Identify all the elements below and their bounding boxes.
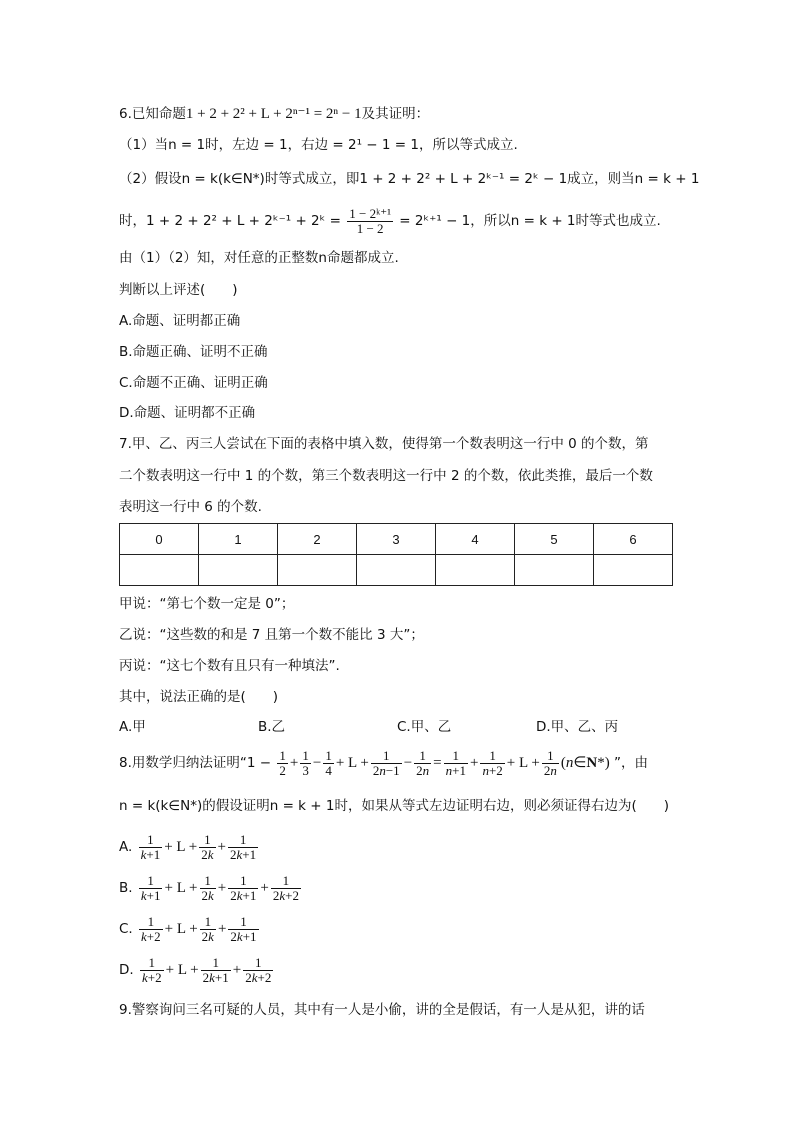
q7-line3: 表明这一行中 6 的个数. <box>119 499 262 515</box>
q6-stem <box>119 104 429 124</box>
fraction: $\frac{1}{2n}$ <box>543 747 557 778</box>
table-header-cell: 6 <box>594 524 673 555</box>
table-cell <box>120 555 199 586</box>
q7-ask: 其中，说法正确的是( ) <box>119 689 279 705</box>
q8-prefix: 8.用数学归纳法证明“1 − <box>119 755 272 771</box>
table-header-cell: 1 <box>199 524 278 555</box>
q6-option-a: A.命题、证明都正确 <box>119 313 241 329</box>
q9-line1: 9.警察询问三名可疑的人员，其中有一人是小偷，讲的全是假话，有一人是从犯，讲的话 <box>119 1002 645 1018</box>
fraction-numerator: 1 − 2ᵏ⁺¹ <box>349 205 391 221</box>
fraction-denominator: 1 − 2 <box>356 220 384 236</box>
fraction: $\frac{1}{3}$ <box>302 747 309 778</box>
fraction: $\frac{1}{4}$ <box>325 747 332 778</box>
option-label: B. <box>119 880 133 896</box>
q6-step2-prefix: 时，1 + 2 + 2² + L + 2ᵏ⁻¹ + 2ᵏ = <box>119 213 341 229</box>
option-label: C. <box>119 921 133 937</box>
table-header-cell: 0 <box>120 524 199 555</box>
q6-step2-suffix: = 2ᵏ⁺¹ − 1，所以n = k + 1时等式也成立. <box>399 213 661 229</box>
table-cell <box>199 555 278 586</box>
q6-step2-fraction <box>347 207 393 236</box>
q7-option-b: B.乙 <box>258 719 286 735</box>
table-cell <box>278 555 357 586</box>
q6-stem-prefix: 6.已知命题 <box>119 106 186 122</box>
table-cell <box>436 555 515 586</box>
q6-conclusion: 由（1）（2）知，对任意的正整数n命题都成立. <box>119 250 399 266</box>
q6-option-d: D.命题、证明都不正确 <box>119 405 256 421</box>
q7-line1: 7.甲、乙、丙三人尝试在下面的表格中填入数，使得第一个数表明这一行中 0 的个数，第 <box>119 436 649 452</box>
fraction: $\frac{1}{2}$ <box>279 747 286 778</box>
q6-step2-line2 <box>119 206 661 236</box>
table-cell <box>594 555 673 586</box>
q8-line1: 8.用数学归纳法证明“1 − $\frac{1}{2}$ + $\frac{1}{3}$ − $\frac{1}{4}$ + L + $\frac{1}{2n-1}$ − $\frac{1}{2n}$ = $\frac{1}{n+1}$ + $\frac{1}{n+2}$ + L + $\frac{1}{2n}$ (n∈N*) ”，由 <box>119 747 649 778</box>
q6-stem-suffix: 及其证明： <box>361 106 430 122</box>
fraction: $\frac{1}{n+1}$ <box>445 747 466 778</box>
q7-option-a: A.甲 <box>119 719 146 735</box>
table-row <box>120 524 673 555</box>
q6-step1: （1）当n = 1时，左边 = 1，右边 = 2¹ − 1 = 1，所以等式成立. <box>119 137 518 153</box>
table-cell <box>357 555 436 586</box>
q8-option-c: C. $\frac{1}{k+2}$ + L + $\frac{1}{2k}$ + $\frac{1}{2k+1}$ <box>119 913 257 944</box>
q8-option-a: A. $\frac{1}{k+1}$ + L + $\frac{1}{2k}$ + $\frac{1}{2k+1}$ <box>119 831 257 862</box>
table-header-cell: 2 <box>278 524 357 555</box>
table-header-cell: 5 <box>515 524 594 555</box>
q6-option-c: C.命题不正确、证明正确 <box>119 375 268 391</box>
q8-option-d: D. $\frac{1}{k+2}$ + L + $\frac{1}{2k+1}$ + $\frac{1}{2k+2}$ <box>119 954 272 985</box>
q6-stem-equation: 1 + 2 + 2² + L + 2ⁿ⁻¹ = 2ⁿ − 1 <box>185 106 362 122</box>
q7-yi: 乙说：“这些数的和是 7 且第一个数不能比 3 大”； <box>119 627 424 643</box>
option-label: A. <box>119 839 133 855</box>
q8-option-b: B. $\frac{1}{k+1}$ + L + $\frac{1}{2k}$ + $\frac{1}{2k+1}$ + $\frac{1}{2k+2}$ <box>119 872 299 903</box>
table-row <box>120 555 673 586</box>
q7-jia: 甲说：“第七个数一定是 0”； <box>119 596 295 612</box>
q7-table <box>119 523 673 586</box>
q6-step2-line1: （2）假设n = k(k∈N*)时等式成立，即1 + 2 + 2² + L + 2ᵏ⁻¹ = 2ᵏ − 1成立，则当n = k + 1 <box>119 171 700 187</box>
table-header-cell: 4 <box>436 524 515 555</box>
q7-option-d: D.甲、乙、丙 <box>536 719 619 735</box>
fraction: $\frac{1}{2n-1}$ <box>372 747 400 778</box>
q6-option-b: B.命题正确、证明不正确 <box>119 344 268 360</box>
q8-suffix: ”，由 <box>614 755 649 771</box>
q6-judge: 判断以上评述( ) <box>119 282 238 298</box>
q7-bing: 丙说：“这七个数有且只有一种填法”. <box>119 658 340 674</box>
fraction: $\frac{1}{2n}$ <box>416 747 430 778</box>
q8-line2: n = k(k∈N*)的假设证明n = k + 1时，如果从等式左边证明右边，则必须证得右边为( ) <box>119 798 670 814</box>
q7-option-c: C.甲、乙 <box>397 719 452 735</box>
fraction: $\frac{1}{n+2}$ <box>482 747 503 778</box>
table-cell <box>515 555 594 586</box>
table-header-cell: 3 <box>357 524 436 555</box>
q7-line2: 二个数表明这一行中 1 的个数，第三个数表明这一行中 2 的个数，依此类推，最后一个数 <box>119 468 653 484</box>
option-label: D. <box>119 962 134 978</box>
